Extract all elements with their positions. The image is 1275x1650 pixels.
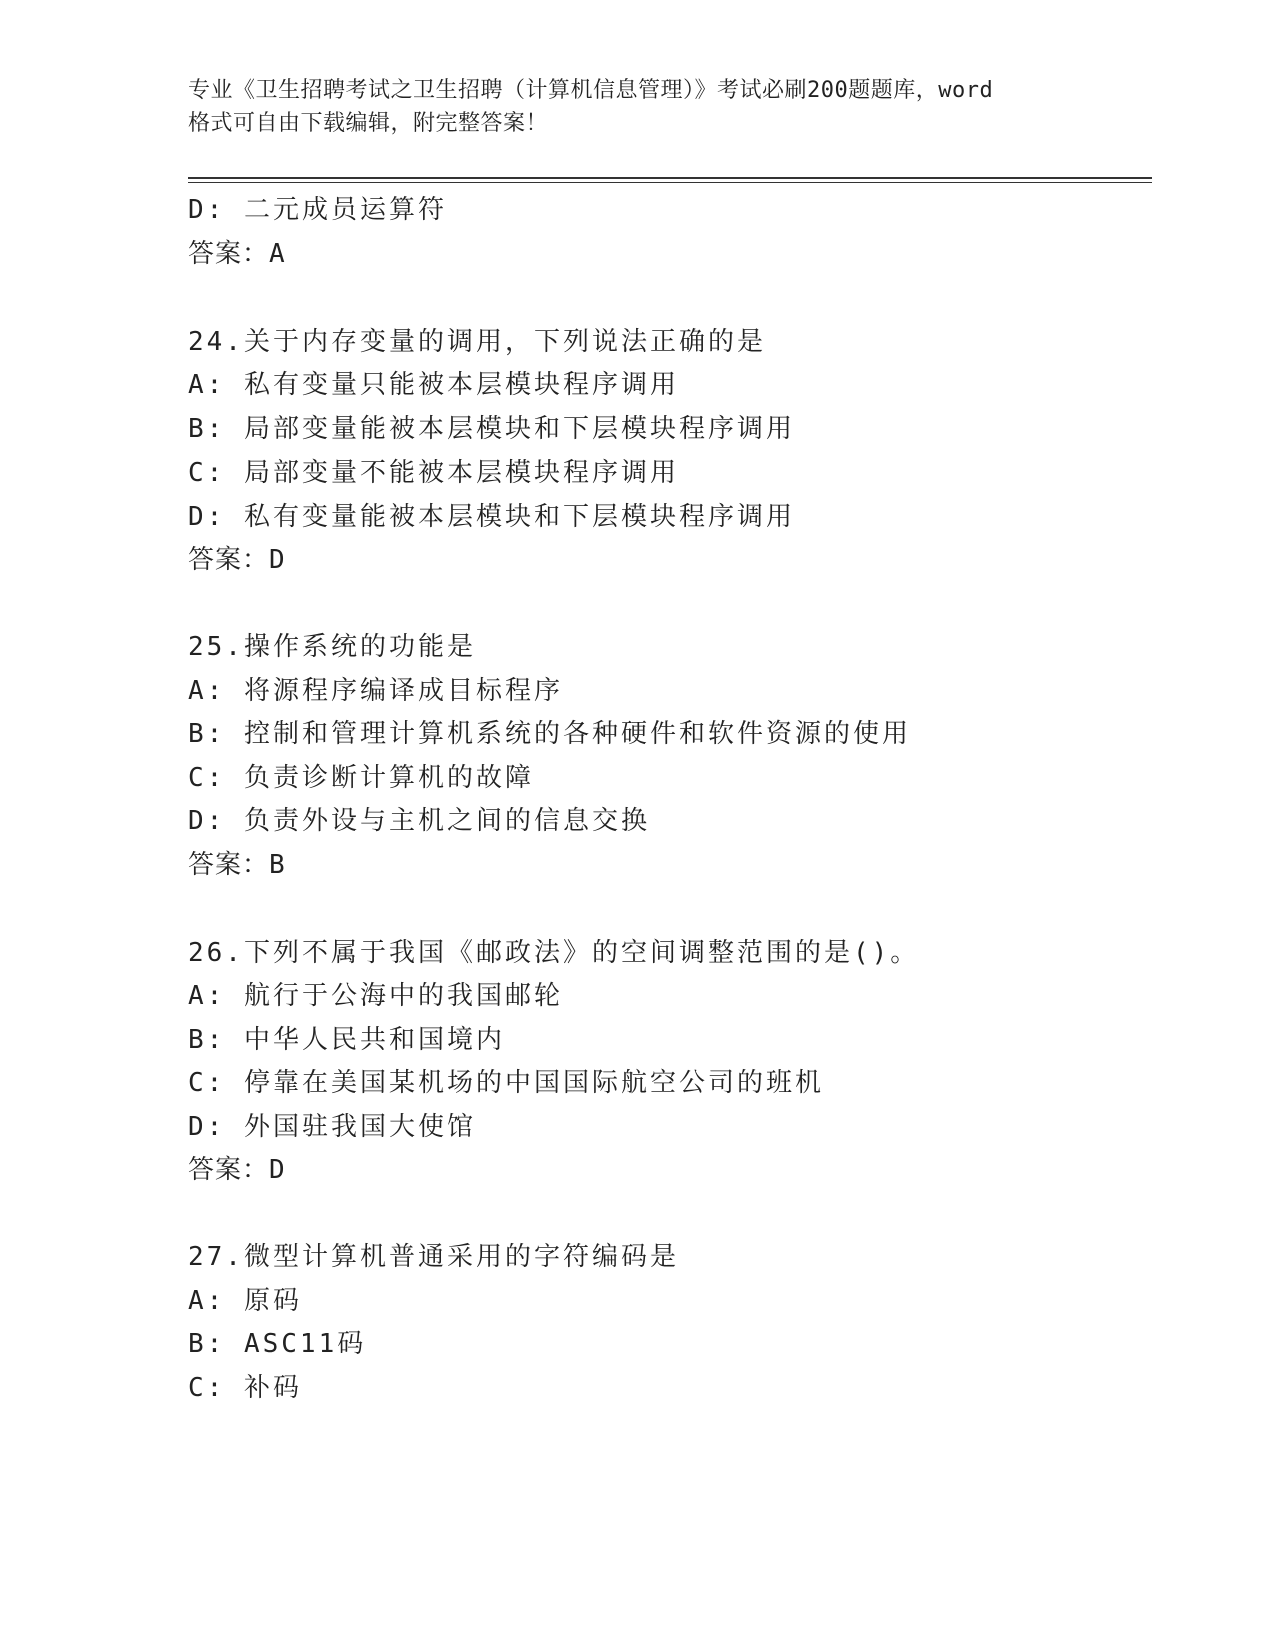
q27-option-b: B: ASC11码: [188, 1329, 367, 1359]
q26-option-d: D: 外国驻我国大使馆: [188, 1112, 476, 1142]
q26-option-b: B: 中华人民共和国境内: [188, 1025, 505, 1055]
header-line-1: 专业《卫生招聘考试之卫生招聘（计算机信息管理）》考试必刷200题题库，word: [188, 78, 994, 103]
q24-answer: 答案：D: [188, 545, 286, 575]
q23-option-d: D: 二元成员运算符: [188, 195, 447, 225]
header-divider: [188, 177, 1152, 183]
q25-option-d: D: 负责外设与主机之间的信息交换: [188, 806, 650, 836]
q24-option-d: D: 私有变量能被本层模块和下层模块程序调用: [188, 502, 795, 532]
q27-question: 27.微型计算机普通采用的字符编码是: [188, 1242, 679, 1272]
q26-option-c: C: 停靠在美国某机场的中国国际航空公司的班机: [188, 1068, 824, 1098]
q26-answer: 答案：D: [188, 1155, 286, 1185]
q26-question: 26.下列不属于我国《邮政法》的空间调整范围的是()。: [188, 938, 920, 968]
q25-answer: 答案：B: [188, 850, 286, 880]
q24-option-c: C: 局部变量不能被本层模块程序调用: [188, 458, 679, 488]
q27-option-a: A: 原码: [188, 1286, 302, 1316]
q24-option-b: B: 局部变量能被本层模块和下层模块程序调用: [188, 414, 795, 444]
q25-option-b: B: 控制和管理计算机系统的各种硬件和软件资源的使用: [188, 719, 911, 749]
q24-question: 24.关于内存变量的调用，下列说法正确的是: [188, 327, 766, 357]
q24-option-a: A: 私有变量只能被本层模块程序调用: [188, 370, 679, 400]
q25-question: 25.操作系统的功能是: [188, 632, 476, 662]
document-header: [188, 74, 1088, 140]
q25-option-c: C: 负责诊断计算机的故障: [188, 763, 534, 793]
q23-answer: 答案：A: [188, 239, 286, 269]
q27-option-c: C: 补码: [188, 1373, 302, 1403]
q26-option-a: A: 航行于公海中的我国邮轮: [188, 981, 563, 1011]
header-line-2: 格式可自由下载编辑，附完整答案！: [188, 111, 549, 136]
q25-option-a: A: 将源程序编译成目标程序: [188, 676, 563, 706]
